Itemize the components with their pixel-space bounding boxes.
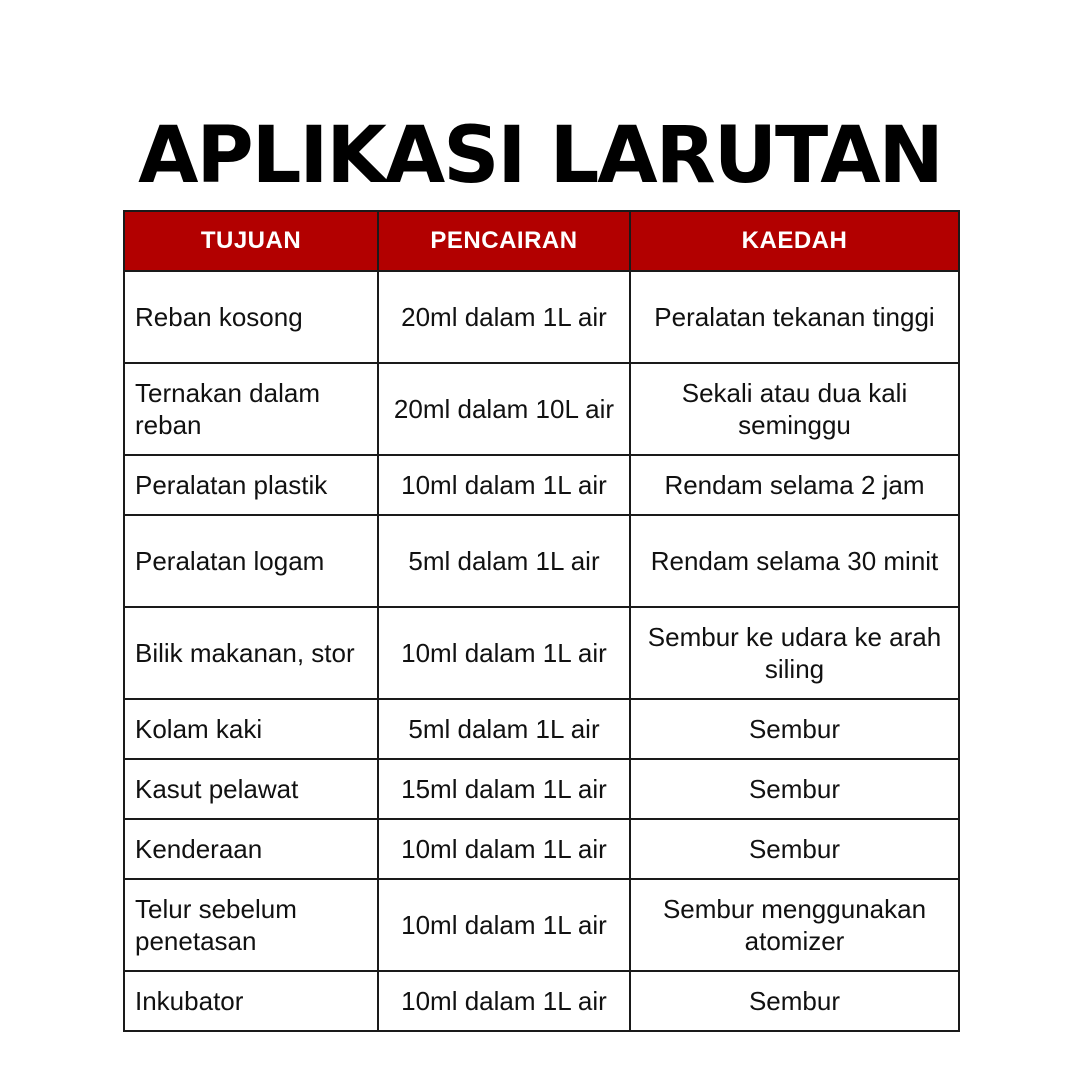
table-row — [124, 699, 959, 759]
cell-kaedah: Sembur — [630, 971, 959, 1031]
header-pencairan: PENCAIRAN — [378, 211, 630, 271]
cell-kaedah: Rendam selama 30 minit — [630, 515, 959, 607]
cell-kaedah: Rendam selama 2 jam — [630, 455, 959, 515]
cell-kaedah: Sembur — [630, 759, 959, 819]
cell-tujuan: Inkubator — [124, 971, 378, 1031]
cell-pencairan: 20ml dalam 1L air — [378, 271, 630, 363]
cell-kaedah: Sekali atau dua kali seminggu — [630, 363, 959, 455]
cell-pencairan: 5ml dalam 1L air — [378, 699, 630, 759]
solution-table — [123, 210, 960, 1032]
cell-pencairan: 5ml dalam 1L air — [378, 515, 630, 607]
cell-kaedah: Peralatan tekanan tinggi — [630, 271, 959, 363]
table-row — [124, 271, 959, 363]
cell-pencairan: 10ml dalam 1L air — [378, 607, 630, 699]
cell-pencairan: 10ml dalam 1L air — [378, 819, 630, 879]
table-row — [124, 879, 959, 971]
cell-tujuan: Peralatan plastik — [124, 455, 378, 515]
table-row — [124, 607, 959, 699]
table-header-row — [124, 211, 959, 271]
cell-tujuan: Kenderaan — [124, 819, 378, 879]
table-row — [124, 363, 959, 455]
table-row — [124, 971, 959, 1031]
cell-kaedah: Sembur — [630, 699, 959, 759]
cell-pencairan: 10ml dalam 1L air — [378, 455, 630, 515]
cell-tujuan: Telur sebelum penetasan — [124, 879, 378, 971]
cell-tujuan: Ternakan dalam reban — [124, 363, 378, 455]
cell-pencairan: 10ml dalam 1L air — [378, 971, 630, 1031]
cell-kaedah: Sembur — [630, 819, 959, 879]
table-row — [124, 455, 959, 515]
page-title: APLIKASI LARUTAN — [138, 111, 942, 201]
cell-tujuan: Peralatan logam — [124, 515, 378, 607]
cell-tujuan: Reban kosong — [124, 271, 378, 363]
cell-pencairan: 10ml dalam 1L air — [378, 879, 630, 971]
table-row — [124, 759, 959, 819]
cell-kaedah: Sembur ke udara ke arah siling — [630, 607, 959, 699]
cell-tujuan: Bilik makanan, stor — [124, 607, 378, 699]
table-row — [124, 515, 959, 607]
table-row — [124, 819, 959, 879]
header-kaedah: KAEDAH — [630, 211, 959, 271]
cell-pencairan: 20ml dalam 10L air — [378, 363, 630, 455]
cell-pencairan: 15ml dalam 1L air — [378, 759, 630, 819]
cell-tujuan: Kasut pelawat — [124, 759, 378, 819]
header-tujuan: TUJUAN — [124, 211, 378, 271]
cell-kaedah: Sembur menggunakan atomizer — [630, 879, 959, 971]
cell-tujuan: Kolam kaki — [124, 699, 378, 759]
